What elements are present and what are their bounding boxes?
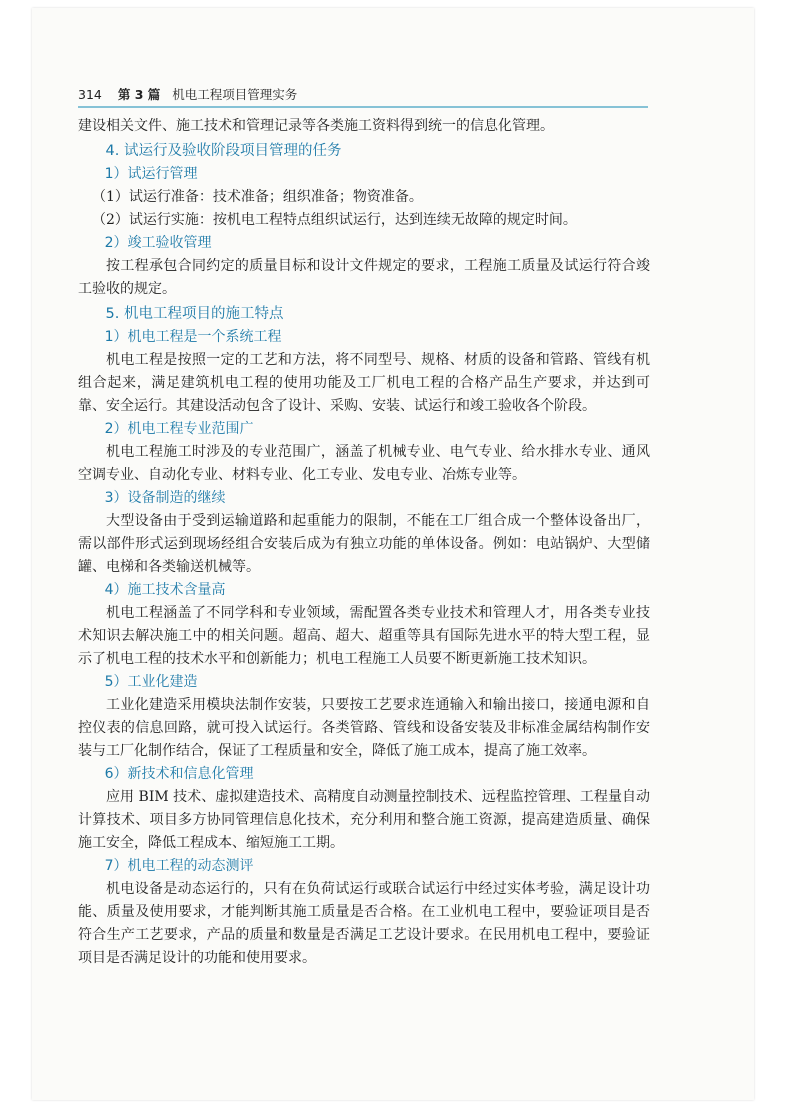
header-rule: [78, 106, 648, 108]
section-heading-5: 5. 机电工程项目的施工特点: [105, 306, 284, 322]
subsection-heading-5-4: 4）施工技术含量高: [104, 582, 226, 598]
header-title: 机电工程项目管理实务: [172, 87, 298, 102]
paragraph: 机电设备是动态运行的，只有在负荷试运行或联合试运行中经过实体考验，满足设计功能、质量及使用要求，才能判断其施工质量是否合格。在工业机电工程中，要验证项目是否符合生产工艺要求，产品的质量和数量是否满足工艺设计要求。在民用机电工程中，要验证项目是否满足设计的功能和使用要求。: [78, 881, 650, 966]
subsection-heading-4-2: 2）竣工验收管理: [104, 235, 212, 251]
paragraph-continued: 建设相关文件、施工技术和管理记录等各类施工资料得到统一的信息化管理。: [78, 118, 554, 134]
paragraph: 机电工程是按照一定的工艺和方法，将不同型号、规格、材质的设备和管路、管线有机组合起来，满足建筑机电工程的使用功能及工厂机电工程的合格产品生产要求，并达到可靠、安全运行。其建设活动包含了设计、采购、安装、试运行和竣工验收各个阶段。: [78, 352, 650, 414]
subsection-heading-5-1: 1）机电工程是一个系统工程: [104, 329, 282, 345]
paragraph: 按工程承包合同约定的质量目标和设计文件规定的要求，工程施工质量及试运行符合竣工验收的规定。: [78, 258, 650, 297]
subsection-heading-5-6: 6）新技术和信息化管理: [104, 766, 254, 782]
paragraph: 工业化建造采用模块法制作安装，只要按工艺要求连通输入和输出接口，接通电源和自控仪表的信息回路，就可投入试运行。各类管路、管线和设备安装及非标准金属结构制作安装与工厂化制作结合，保证了工程质量和安全，降低了施工成本，提高了施工效率。: [78, 697, 650, 759]
paragraph: 机电工程涵盖了不同学科和专业领域，需配置各类专业技术和管理人才，用各类专业技术知识去解决施工中的相关问题。超高、超大、超重等具有国际先进水平的特大型工程，显示了机电工程的技术水平和创新能力；机电工程施工人员要不断更新施工技术知识。: [78, 605, 650, 667]
subsection-heading-5-2: 2）机电工程专业范围广: [104, 421, 254, 437]
page-number: 314: [78, 87, 102, 102]
paragraph: 应用 BIM 技术、虚拟建造技术、高精度自动测量控制技术、远程监控管理、工程量自动计算技术、项目多方协同管理信息化技术，充分利用和整合施工资源，提高建造质量、确保施工安全，降低工程成本、缩短施工工期。: [78, 789, 650, 851]
paragraph: 机电工程施工时涉及的专业范围广，涵盖了机械专业、电气专业、给水排水专业、通风空调专业、自动化专业、材料专业、化工专业、发电专业、冶炼专业等。: [78, 444, 650, 483]
section-heading-4: 4. 试运行及验收阶段项目管理的任务: [105, 143, 342, 159]
subsection-heading-5-5: 5）工业化建造: [104, 674, 198, 690]
page-body: [78, 115, 650, 970]
list-item: （1）试运行准备：技术准备；组织准备；物资准备。: [92, 189, 423, 205]
part-label: 第 3 篇: [117, 87, 161, 102]
list-item: （2）试运行实施：按机电工程特点组织试运行，达到连续无故障的规定时间。: [92, 212, 577, 228]
paragraph: 大型设备由于受到运输道路和起重能力的限制，不能在工厂组合成一个整体设备出厂，需以部件形式运到现场经组合安装后成为有独立功能的单体设备。例如：电站锅炉、大型储罐、电梯和各类输送机械等。: [78, 513, 650, 575]
subsection-heading-4-1: 1）试运行管理: [104, 166, 198, 182]
subsection-heading-5-3: 3）设备制造的继续: [104, 490, 226, 506]
running-header: [78, 87, 648, 103]
subsection-heading-5-7: 7）机电工程的动态测评: [104, 858, 254, 874]
